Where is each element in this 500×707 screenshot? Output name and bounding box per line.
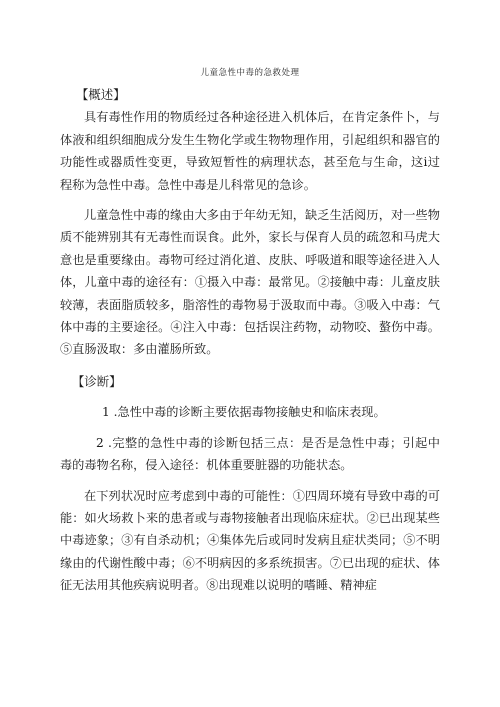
- section-heading-overview: 【概述】: [76, 87, 126, 102]
- document-body: [60, 84, 440, 597]
- document-title: 儿童急性中毒的急救处理: [200, 68, 300, 78]
- diagnosis-item-2: 2 .完整的急性中毒的诊断包括三点：是否是急性中毒；引起中毒的毒物名称，侵入途径：机体重要脏器的功能状态。: [60, 435, 440, 473]
- overview-paragraph-2: 儿童急性中毒的缘由大多由于年幼无知，缺乏生活阅历，对一些物质不能辨别其有无毒性而误食。此外，家长与保育人员的疏忽和马虎大意也是重要缘由。毒物可经过消化道、皮肤、呼吸道和眼等途径进入人体，儿童中毒的途径有：①摄入中毒：最常见。②接触中毒：儿童皮肤较薄，表面脂质较多，脂溶性的毒物易于汲取而中毒。③吸入中毒：气体中毒的主要途径。④注入中毒：包括误注药物，动物咬、螯伤中毒。⑤直肠汲取：多由灌肠所致。: [60, 208, 440, 357]
- diagnosis-paragraph-1: 在下列状况时应考虑到中毒的可能性：①四周环境有导致中毒的可能：如火场救卜来的患者或与毒物接触者出现临床症状。②已出现某些中毒迹象；③有自杀动机；④集体先后或同时发病且症状类同；⑤不明缘由的代谢性酸中毒；⑥不明病因的多系统损害。⑦已出现的症状、体征无法用其他疾病说明者。⑧出现难以说明的嗜睡、精神症: [60, 488, 440, 593]
- overview-paragraph-1: 具有毒性作用的物质经过各种途径进入机体后，在肯定条件卜，与体液和组织细胞成分发生生物化学或生物物理作用，引起组织和器官的功能性或器质性变更，导致短暂性的病理状态，甚至危与生命，这i过程称为急性中毒。急性中毒是儿科常见的急诊。: [60, 110, 440, 192]
- diagnosis-item-1: 1 .急性中毒的诊断主要依据毒物接触史和临床表现。: [102, 405, 386, 420]
- section-heading-diagnosis: 【诊断】: [72, 373, 122, 389]
